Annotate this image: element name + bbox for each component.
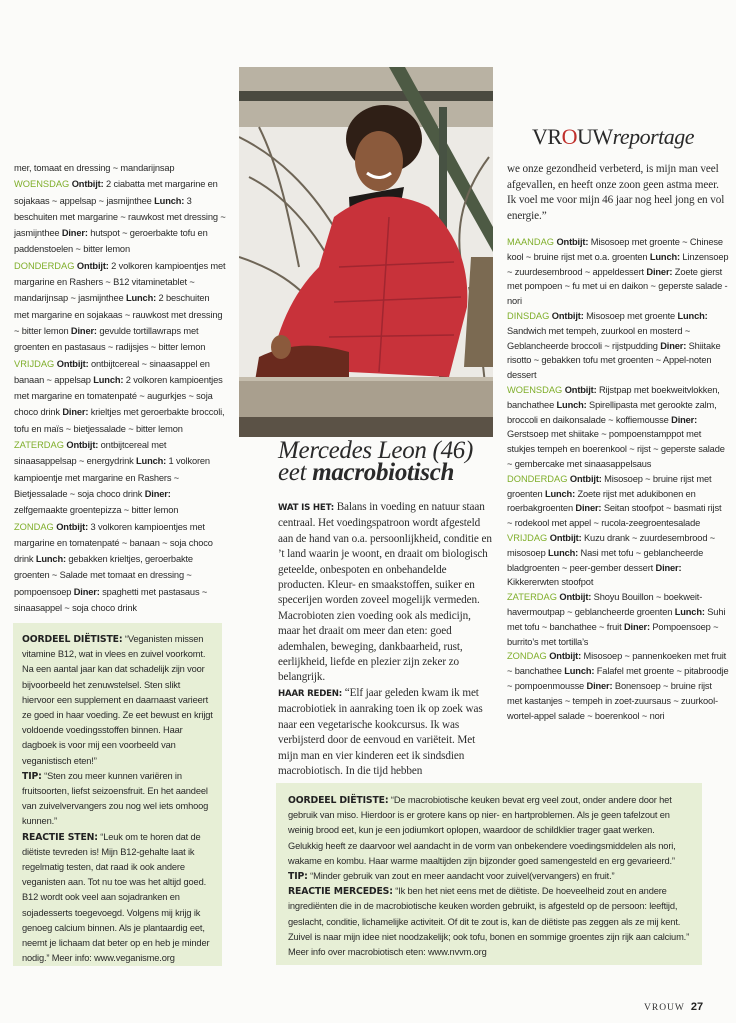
meal-label: Lunch: [544,488,576,499]
meal-label: Diner: [646,266,673,277]
meal-label: Diner: [623,621,650,632]
meal-label: Diner: [70,325,97,336]
meal-label: Ontbijt: [56,521,89,532]
day-label: VRIJDAG [507,532,548,543]
meal-items: Zoete gierst met pompoen ~ fu met ui en daikon ~ geperste salade - nori [507,266,728,307]
diary-day-entry [14,176,226,257]
box-paragraph [22,632,213,769]
day-label: ZATERDAG [14,440,64,451]
body-paragraph [278,686,492,779]
meal-items: 3 volkoren kampioentjes met margarine en tomatenpaté ~ banaan ~ soja choco drink [14,521,213,565]
diary-day-entry [14,519,226,617]
paragraph-label: WAT IS HET: [278,503,334,513]
box-paragraph [22,830,213,967]
meal-label: Ontbijt: [559,592,592,603]
dietitian-box-mercedes [276,783,702,965]
brand-suffix: UW [576,124,613,149]
day-label: DONDERDAG [507,473,568,484]
paragraph-label: TIP: [22,770,42,782]
meal-items: gebakken krieltjes, geroerbakte groenten ~ Salade met tomaat en dressing ~ pompoensoep [14,554,193,597]
meal-label: Ontbijt: [549,651,582,662]
diary-day-entry [507,472,729,531]
meal-label: Ontbijt: [76,260,109,271]
box-paragraph [288,793,690,869]
meal-label: Lunch: [154,195,185,206]
meal-label: Diner: [660,340,687,351]
meal-label: Diner: [671,414,698,425]
day-label: MAANDAG [507,237,555,247]
day-label: ZONDAG [507,651,547,662]
headline-bold: macrobiotisch [312,459,455,486]
day-label: DINSDAG [507,310,550,321]
meal-items: Kuzu drank ~ zuurdesembrood ~ misosoep [507,532,716,558]
box-paragraph [288,869,690,884]
meal-items: 2 beschuiten met margarine en sojakaas ~ rauwkost met dressing ~ bitter lemon [14,293,223,336]
meal-label: Lunch: [649,251,680,262]
headline-plain: eet [278,459,313,486]
day-label: WOENSDAG [507,384,563,395]
body-paragraph [278,500,492,686]
diary-day-entry [14,356,226,437]
box-paragraph [288,884,690,960]
meal-items: Seitan stoofpot ~ basmati rijst ~ rodekool met appel ~ rucola-zeegroentesalade [507,503,722,529]
meal-label: Diner: [575,503,602,514]
meal-items: Sandwich met tempeh, zuurkool en mosterd ~ Geblancheerde broccoli ~ rijstpudding [507,325,691,351]
paragraph-text: Balans in voeding en natuur staan centraal. Het voedingspatroon wordt afgesteld aan de hand van o.a. persoonlijkheid, conditie en ’t land waarin je woont, en draait om biologisch geteelde, onbespoten en onbehandelde producten. Kleur- en smaakstoffen, suiker en specerijen worden zoveel mogelijk vermeden. Macrobioten zien voeding ook als medicijn, maar het draait om meer dan eten: goed ademhalen, beweging, dankbaarheid, rust, eerlijkheid, liefde en plezier zijn zeker zo belangrijk. [278,501,492,684]
meal-items: zelfgemaakte groentepizza ~ bitter lemon [14,505,179,516]
meal-items: Kikkererwten stoofpot [507,577,594,588]
meal-items: gevulde tortillawraps met groenten en pastasaus ~ radijsjes ~ bitter lemon [14,325,206,353]
meal-items: Suhi met tofu ~ banchathee ~ fruit [507,606,726,632]
meal-label: Diner: [61,228,88,239]
diary-day-entry [14,258,226,356]
meal-items: Shiitake risotto ~ gebakken tofu met groenten ~ Appel-noten dessert [507,340,721,381]
paragraph-label: OORDEEL DIËTISTE: [22,634,123,645]
meal-items: Gerstsoep met shiitake ~ pompoenstamppot met stukjes tempeh en boerenkool ~ rijst ~ geperste salade ~ gembercake met sinaasappelsaus [507,429,725,469]
meal-label: Diner: [655,562,682,573]
meal-label: Lunch: [93,374,124,385]
article-headline [278,437,488,486]
brand-prefix: VR [532,124,562,149]
meal-label: Ontbijt: [551,310,584,321]
meal-label: Lunch: [125,293,157,304]
paragraph-label: REACTIE MERCEDES: [288,886,393,898]
meal-label: Ontbijt: [549,532,582,543]
meal-label: Lunch: [677,310,708,321]
page-footer [644,1001,703,1013]
page-number: 27 [690,1001,704,1013]
diary-day-entry [507,590,729,649]
paragraph-label: REACTIE STEN: [22,831,98,843]
meal-label: Ontbijt: [564,384,597,395]
meal-label: Diner: [73,586,100,597]
meal-label: Ontbijt: [556,237,589,247]
meal-items: 2 ciabatta met margarine en sojakaas ~ appelsap ~ jasmijnthee [14,179,218,206]
meal-items: Falafel met groente ~ pitabroodje ~ pompoenmousse [507,666,729,691]
brand-section: reportage [612,124,695,149]
meal-items: mer, tomaat en dressing ~ mandarijnsap [14,163,175,173]
meal-label: Lunch: [548,547,579,558]
day-label: DONDERDAG [14,260,75,271]
meal-label: Diner: [144,488,171,499]
meal-label: Ontbijt: [56,358,89,369]
paragraph-text: “Minder gebruik van zout en meer aandacht voor zuivel(vervangers) en fruit.” [307,871,615,882]
meal-label: Ontbijt: [66,440,99,451]
paragraph-text: “De macrobiotische keuken bevat erg veel zout, onder andere door het gebruik van miso. Hierdoor is er grotere kans op nier- en hartproblemen. Als je geen tafelzout en weinig brood eet, kun je een jodiumkort oplopen, waardoor de schildklier trager gaat werken. Gelukkig heeft ze daarvoor wel aandacht in de vorm van onbekendere voedingsmiddelen als nori, wakame en kombu. Haar warme maaltijden zijn bijzonder goed samengesteld en erg gevarieerd.” [288,795,676,866]
meal-items: Misosoep met groente ~ Chinese kool ~ bruine rijst met o.a. groenten [507,237,723,262]
day-label: ZONDAG [14,521,54,532]
paragraph-text: “Ik ben het niet eens met de diëtiste. De hoeveelheid zout en andere ingrediënten die in de macrobiotische keuken worden gebruikt, is afgesteld op de persoon: leeftijd, geslacht, conditie, lichamelijke activiteit. Of dit te zout is, kan de diëtiste pas zeggen als ze mij kent. Zuivel is naar mijn idee niet noodzakelijk; ook tofu, bonen en sommige groentes zijn rijk aan calcium.” Meer info over macrobiotisch eten: www.nvvm.org [288,886,690,958]
paragraph-label: OORDEEL DIËTISTE: [288,795,389,806]
paragraph-text: “Sten zou meer kunnen variëren in fruitsoorten, liefst seizoensfruit. En het aandeel van zuivelvervangers zou nog wel iets omhoog kunnen.” [22,770,209,827]
meal-items: 2 volkoren kampioentjes met margarine en tomatenpaté ~ augurkjes ~ soja choco drink [14,374,223,418]
meal-label: Lunch: [136,456,167,467]
diary-day-entry [507,309,729,383]
paragraph-text: “Leuk om te horen dat de diëtiste tevreden is! Mijn B12-gehalte laat ik regelmatig testen, dat raad ik ook andere veganisten aan. Tot nu toe was het altijd goed. B12 wordt ook veel aan sojadranken en sojadesserts toegevoegd. Volgens mij krijg ik genoeg calcium binnen. Als je plantaardig eet, neemt je lichaam dat beter op en heb je minder nodig.” Meer info: www.veganisme.org [22,831,210,964]
headline-line2 [278,459,488,486]
meal-label: Ontbijt: [569,473,602,484]
meal-items: Bonensoep ~ bruine rijst met kastanjes ~ tempeh in zoet-zuursaus ~ zuurkool-wortel-appel salade ~ boerenkool ~ nori [507,680,718,721]
diary-day-entry [507,531,729,590]
meal-label: Lunch: [556,399,587,410]
meal-label: Lunch: [35,554,66,565]
meal-items: Misosoep met groente [583,310,678,321]
portrait-illustration [239,67,493,437]
meal-items: hutspot ~ geroerbakte tofu en paddenstoelen ~ bitter lemon [14,228,208,255]
meal-items: 3 beschuiten met margarine ~ rauwkost met dressing ~ jasmijnthee [14,195,226,239]
meal-items: ontbijtcereal ~ sinaasappel en banaan ~ appelsap [14,358,210,385]
paragraph-label: TIP: [288,871,308,883]
headline-line1: Mercedes Leon (46) [278,437,473,464]
meal-label: Diner: [62,407,89,418]
meal-items: krieltjes met geroerbakte broccoli, tofu en maïs ~ bietjessalade ~ bitter lemon [14,407,225,434]
brand-o: O [561,124,577,149]
meal-label: Lunch: [564,666,595,677]
meal-items: Rijstpap met boekweitvlokken, banchathee [507,384,720,410]
meal-items: Spirellipasta met gerookte zalm, broccoli en daikonsalade ~ koffiemousse [507,399,717,425]
meal-items: Shoyu Bouillon ~ boekweit-havermoutpap ~ geblancheerde groenten [507,592,703,617]
meal-items: 2 volkoren kampioentjes met margarine en Rashers ~ B12 vitaminetablet ~ mandarijnsap ~ jasmijnthee [14,260,226,304]
center-body-column [278,500,492,779]
diary-day-entry [14,160,226,176]
diary-day-entry [14,437,226,518]
magazine-section-header [532,124,694,150]
day-label: VRIJDAG [14,358,55,369]
left-diary-column [14,160,226,616]
meal-label: Ontbijt: [71,179,104,190]
meal-items: Zoete rijst met adukibonen en roerbakgroenten [507,488,696,514]
meal-items: Nasi met tofu ~ geblancheerde bladgroenten ~ peer-gember dessert [507,547,704,573]
day-label: WOENSDAG [14,179,70,190]
meal-items: Misosoep ~ bruine rijst met groenten [507,473,712,499]
paragraph-label: HAAR REDEN: [278,688,343,699]
meal-items: Misosoep ~ pannenkoeken met fruit ~ banchathee [507,651,727,677]
right-diary-column [507,235,729,723]
paragraph-text: “Elf jaar geleden kwam ik met macrobiotiek in aanraking toen ik op zoek was naar een vegetarische kookcursus. Ik was verbijsterd door de eenvoud en variëteit. Met mijn man en vier kinderen eet ik sindsdien macrobiotisch. In die tijd hebben [278,686,483,777]
paragraph-text: “Veganisten missen vitamine B12, wat in vlees en zuivel voorkomt. Na een aantal jaar kan dat schadelijk zijn voor bijvoorbeeld het zenuwstelsel. Sten slikt hiervoor een supplement en daarnaast varieert ze goed in haar voeding. Ze eet bewust en krijgt voldoende voedingsstoffen binnen. Haar dagboek is voor mij een voorbeeld van veganistisch eten!” [22,634,213,766]
dietitian-box-sten [13,623,222,966]
diary-day-entry [507,235,729,309]
meal-label: Diner: [586,680,613,691]
diary-day-entry [507,649,729,723]
meal-items: Pompoensoep ~ burrito’s met tortilla’s [507,621,719,647]
right-quote-continuation: we onze gezondheid verbeterd, is mijn man veel afgevallen, en heeft onze zoon geen astma meer. Ik voel me voor mijn 46 jaar nog heel jong en vol energie.” [507,163,725,222]
meal-items: Linzensoep ~ zuurdesembrood ~ appeldessert [507,251,729,277]
portrait-photo [239,67,493,437]
meal-label: Lunch: [674,606,705,617]
day-label: ZATERDAG [507,592,557,603]
meal-items: 1 volkoren kampioentje met margarine en Rashers ~ Bietjessalade ~ soja choco drink [14,456,210,499]
meal-items: spaghetti met pastasaus ~ sinaasappel ~ soja choco drink [14,586,208,614]
box-paragraph [22,769,213,830]
footer-magazine-name: VROUW [644,1003,685,1013]
meal-items: ontbijtcereal met sinaasappelsap ~ energydrink [14,440,167,467]
diary-day-entry [507,383,729,472]
